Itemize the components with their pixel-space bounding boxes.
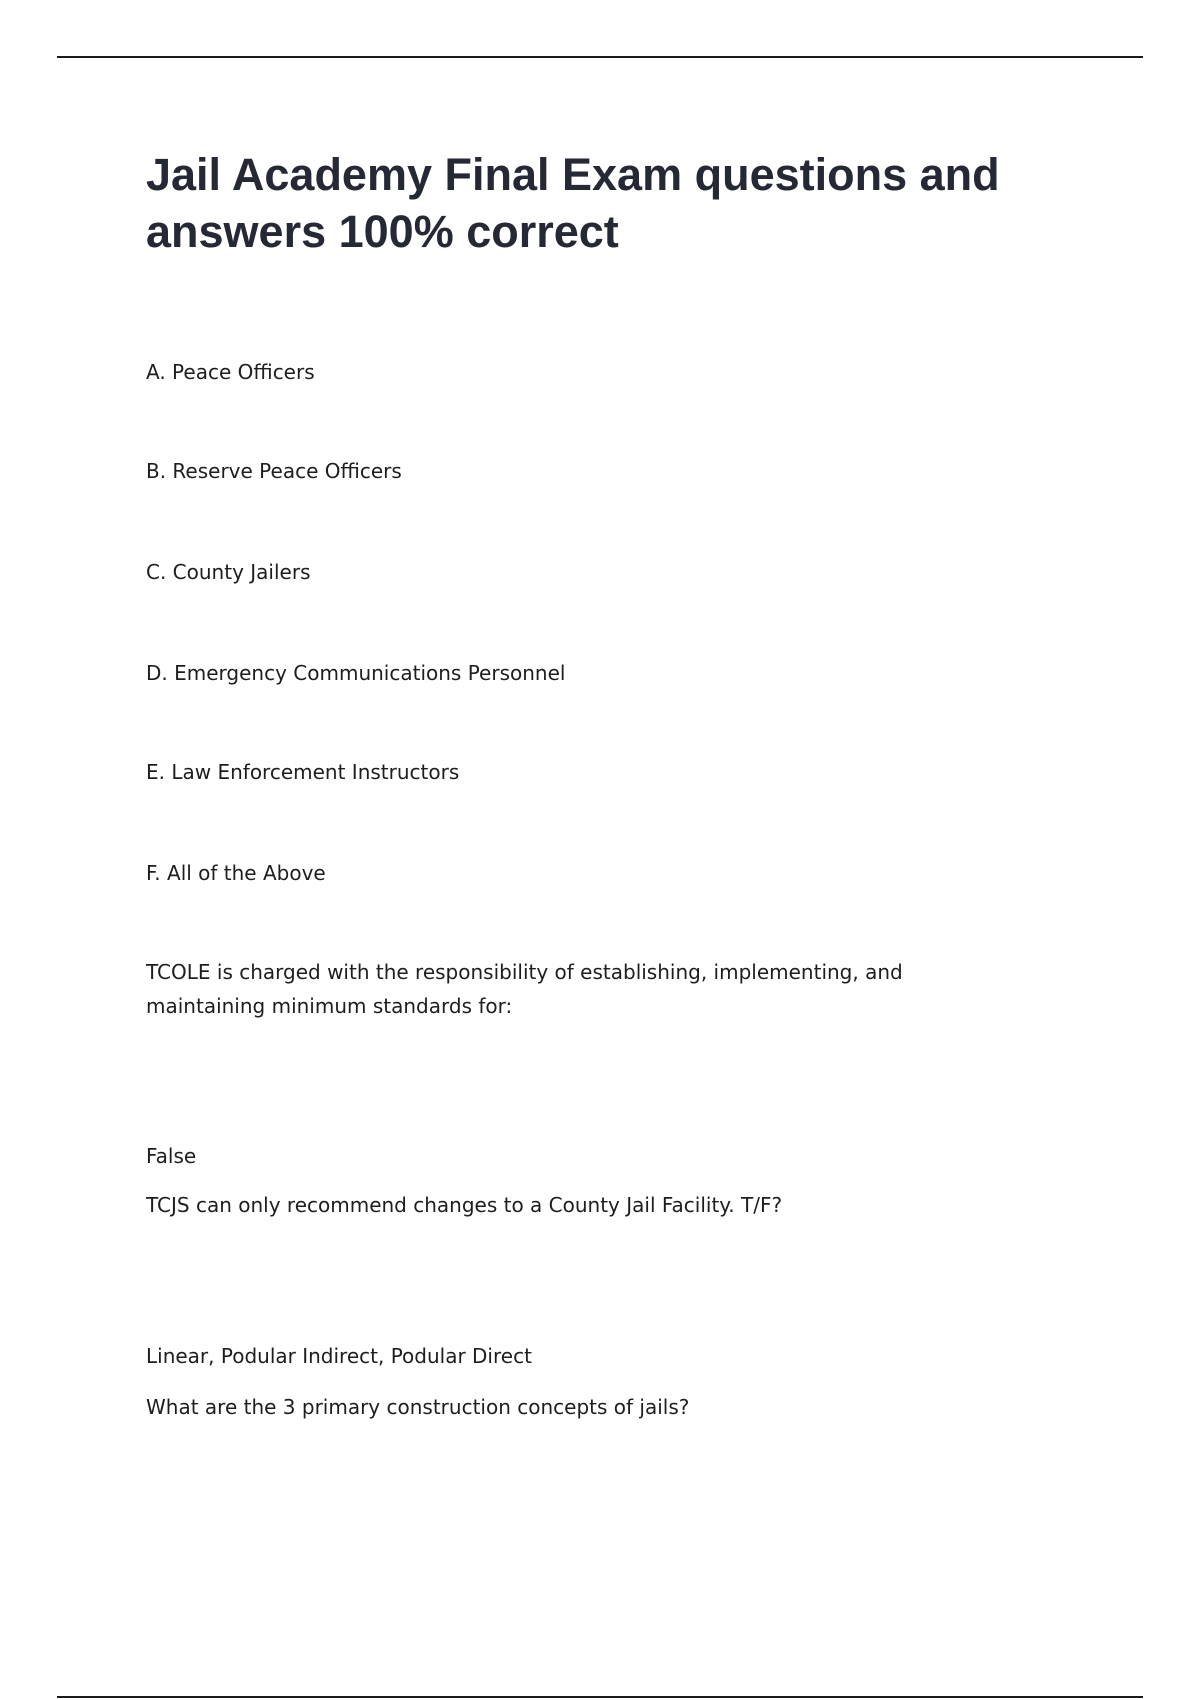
answer-tcjs: False bbox=[146, 1144, 197, 1168]
bottom-divider bbox=[57, 1696, 1143, 1698]
answer-construction: Linear, Podular Indirect, Podular Direct bbox=[146, 1344, 532, 1368]
document-title: Jail Academy Final Exam questions and answers 100% correct bbox=[146, 149, 1000, 257]
top-divider bbox=[57, 56, 1143, 58]
answer-choice-d: D. Emergency Communications Personnel bbox=[146, 661, 566, 685]
answer-choice-c: C. County Jailers bbox=[146, 560, 311, 584]
answer-choice-e: E. Law Enforcement Instructors bbox=[146, 760, 460, 784]
answer-choice-b: B. Reserve Peace Officers bbox=[146, 459, 402, 483]
question-tcole: TCOLE is charged with the responsibility of establishing, implementing, and maintaining minimum standards for: bbox=[146, 960, 910, 1018]
answer-choice-f: F. All of the Above bbox=[146, 861, 326, 885]
question-construction: What are the 3 primary construction concepts of jails? bbox=[146, 1395, 690, 1419]
question-tcjs: TCJS can only recommend changes to a County Jail Facility. T/F? bbox=[146, 1193, 783, 1217]
answer-choice-a: A. Peace Officers bbox=[146, 360, 315, 384]
